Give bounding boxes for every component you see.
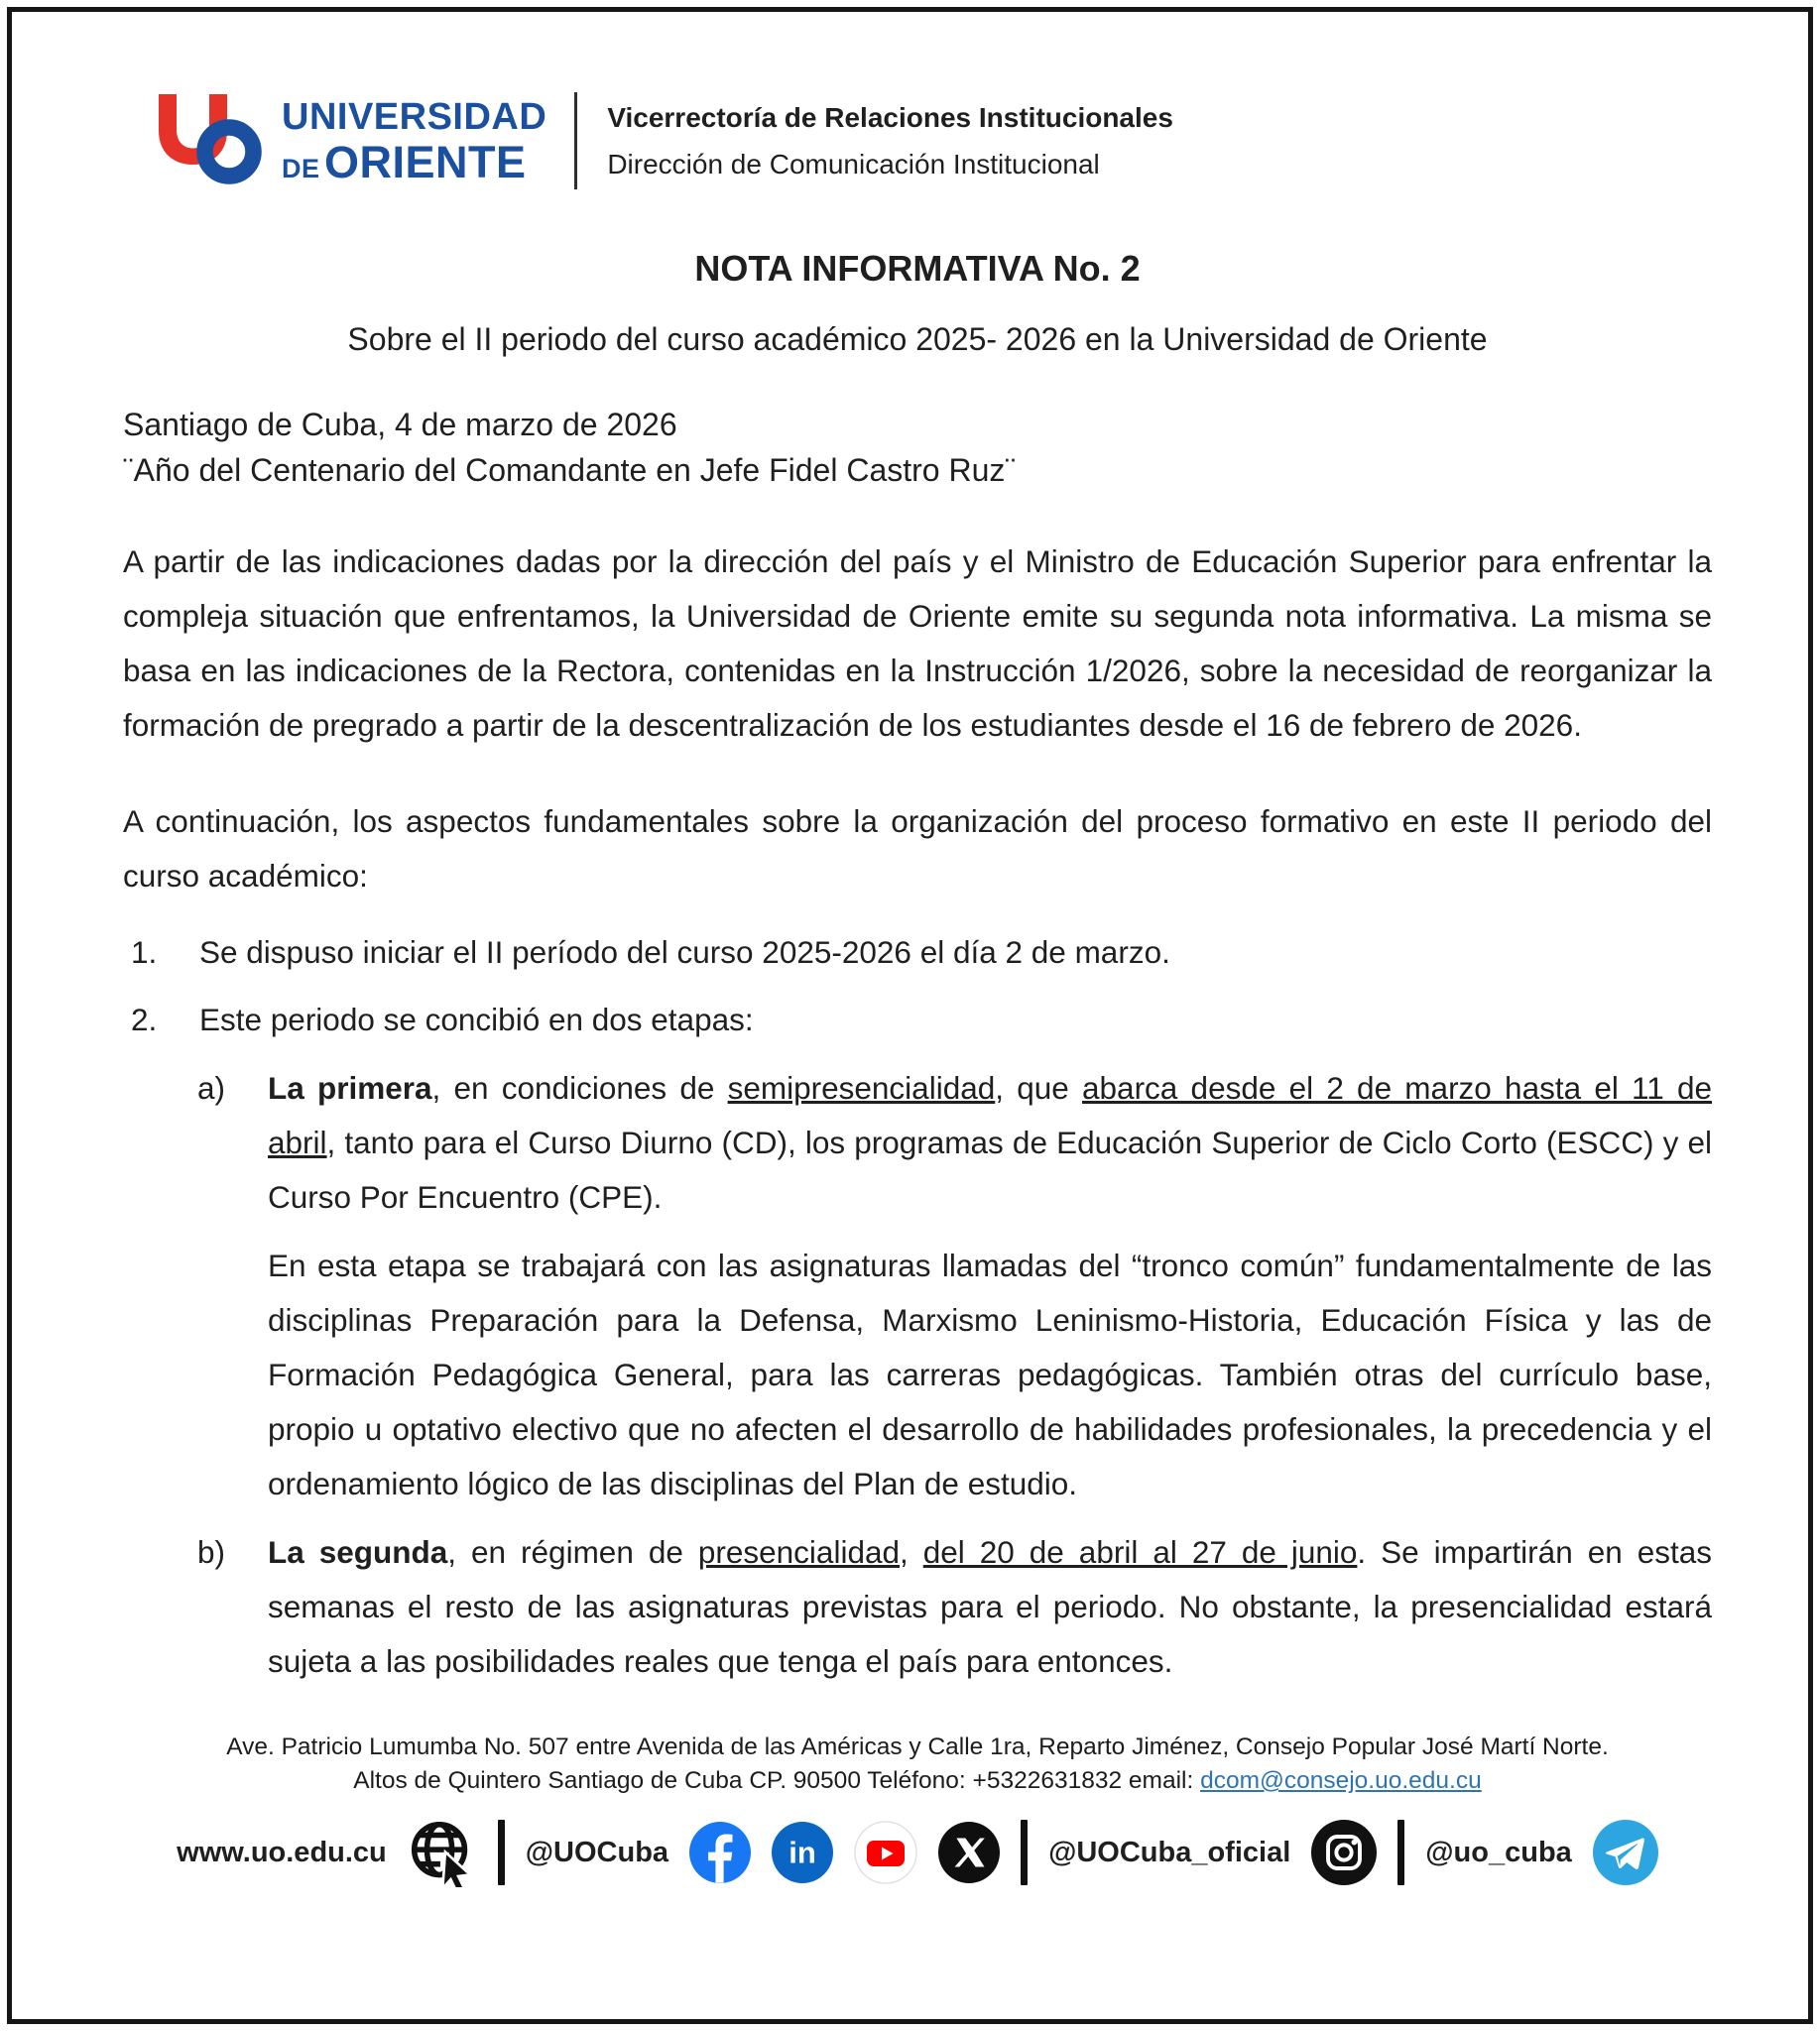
list-item-1 bbox=[123, 925, 1712, 980]
social-divider bbox=[498, 1820, 505, 1885]
facebook-icon[interactable] bbox=[689, 1822, 751, 1883]
globe-cursor-icon[interactable] bbox=[408, 1818, 477, 1887]
svg-text:in: in bbox=[789, 1835, 816, 1870]
list-text: Se dispuso iniciar el II período del curso 2025-2026 el día 2 de marzo. bbox=[199, 934, 1170, 970]
address-line1: Ave. Patricio Lumumba No. 507 entre Avenida de las Américas y Calle 1ra, Reparto Jiménez, Consejo Popular José Martí Norte. bbox=[226, 1733, 1609, 1760]
logo-line1: UNIVERSIDAD bbox=[282, 95, 547, 138]
letterhead bbox=[151, 91, 1712, 190]
uo-logo-icon bbox=[151, 91, 268, 190]
social-divider bbox=[1021, 1820, 1028, 1885]
telegram-icon[interactable] bbox=[1593, 1820, 1658, 1885]
website-url[interactable]: www.uo.edu.cu bbox=[177, 1836, 387, 1868]
office-line1: Vicerrectoría de Relaciones Institucionales bbox=[607, 102, 1173, 133]
dateline: Santiago de Cuba, 4 de marzo de 2026 bbox=[123, 407, 677, 442]
stage-b-text: La segunda, en régimen de presencialidad, del 20 de abril al 27 de junio. Se impartirán en estas semanas el resto de las asignaturas previstas para el periodo. No obstante, la presencialidad estará sujeta a las posibilidades reales que tenga el país para entonces. bbox=[268, 1534, 1713, 1679]
social-divider bbox=[1397, 1820, 1404, 1885]
list-marker: 2. bbox=[131, 1002, 158, 1037]
page-title: NOTA INFORMATIVA No. 2 bbox=[694, 248, 1141, 289]
office-line2: Dirección de Comunicación Institucional bbox=[607, 149, 1100, 179]
document bbox=[12, 12, 1808, 2019]
stage-b-item bbox=[197, 1525, 1712, 1689]
social-handle-uocuba: @UOCuba bbox=[525, 1836, 669, 1868]
paragraph-intro: A partir de las indicaciones dadas por la dirección del país y el Ministro de Educación Superior para enfrentar la compleja situación que enfrentamos, la Universidad de Oriente emite su segunda nota informativa. La misma se basa en las indicaciones de la Rectora, contenidas en la Instrucción 1/2026, sobre la necesidad de reorganizar la formación de pregrado a partir de la descentralización de los estudiantes desde el 16 de febrero de 2026. bbox=[123, 543, 1712, 743]
logo-line2-de: DE bbox=[282, 153, 320, 183]
year-motto: ¨Año del Centenario del Comandante en Jefe Fidel Castro Ruz¨ bbox=[123, 452, 1017, 488]
header-divider bbox=[574, 92, 577, 189]
linkedin-icon[interactable] bbox=[772, 1822, 833, 1883]
stage-a-item bbox=[197, 1061, 1712, 1225]
list-item-2 bbox=[123, 993, 1712, 1047]
address-line2 bbox=[123, 1764, 1712, 1798]
social-handle-uo-cuba: @uo_cuba bbox=[1425, 1836, 1572, 1868]
page-subtitle: Sobre el II periodo del curso académico 2025- 2026 en la Universidad de Oriente bbox=[347, 321, 1488, 357]
x-icon[interactable] bbox=[938, 1822, 1000, 1883]
social-bar bbox=[123, 1818, 1712, 1887]
email-link[interactable]: dcom@consejo.uo.edu.cu bbox=[1200, 1767, 1482, 1794]
uo-logo-wordmark bbox=[282, 95, 547, 187]
stage-a-detail: En esta etapa se trabajará con las asignaturas llamadas del “tronco común” fundamentalmente de las disciplinas Preparación para la Defensa, Marxismo Leninismo-Historia, Educación Física y las de Formación Pedagógica General, para las carreras pedagógicas. También otras del currículo base, propio u optativo electivo que no afecten el desarrollo de habilidades profesionales, la precedencia y el ordenamiento lógico de las disciplinas del Plan de estudio. bbox=[268, 1248, 1712, 1501]
list-marker: b) bbox=[197, 1534, 226, 1570]
address-line2-text: Altos de Quintero Santiago de Cuba CP. 90500 Teléfono: +5322631832 email: bbox=[353, 1767, 1201, 1794]
social-handle-uocuba-oficial: @UOCuba_oficial bbox=[1048, 1836, 1291, 1868]
instagram-icon[interactable] bbox=[1311, 1820, 1377, 1885]
list-marker: 1. bbox=[131, 934, 158, 970]
logo-line2-oriente: ORIENTE bbox=[323, 136, 527, 187]
paragraph-aspects: A continuación, los aspectos fundamentales sobre la organización del proceso formativo en este II periodo del curso académico: bbox=[123, 803, 1712, 894]
youtube-icon[interactable] bbox=[854, 1821, 917, 1884]
stage-a-text: La primera, en condiciones de semipresencialidad, que abarca desde el 2 de marzo hasta el 11 de abril, tanto para el Curso Diurno (CD), los programas de Educación Superior de Ciclo Corto (ESCC) y el Curso Por Encuentro (CPE). bbox=[268, 1070, 1713, 1215]
list-text: Este periodo se concibió en dos etapas: bbox=[199, 1002, 754, 1037]
list-marker: a) bbox=[197, 1070, 226, 1106]
